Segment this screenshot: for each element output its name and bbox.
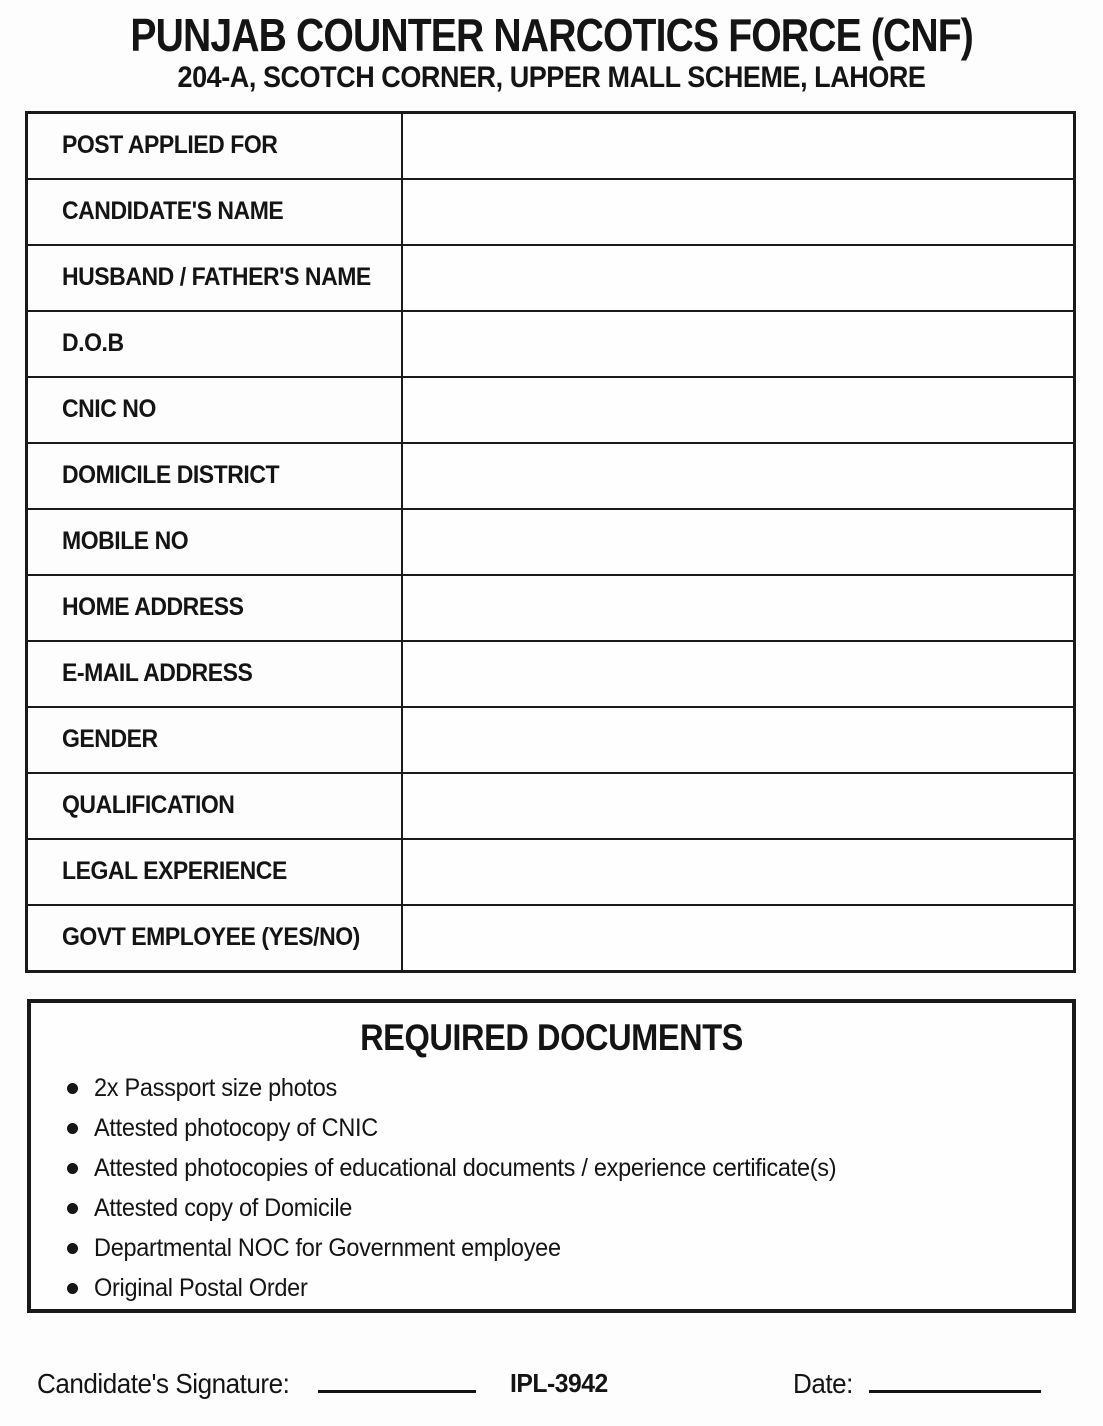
legal-experience-field[interactable] bbox=[402, 839, 1075, 905]
required-documents-box bbox=[27, 999, 1076, 1313]
table-row bbox=[27, 179, 1075, 245]
table-row bbox=[27, 509, 1075, 575]
field-label: LEGAL EXPERIENCE bbox=[27, 839, 403, 905]
field-label: QUALIFICATION bbox=[27, 773, 403, 839]
field-label: D.O.B bbox=[27, 311, 403, 377]
list-item: Attested photocopies of educational documents / experience certificate(s) bbox=[31, 1149, 1072, 1189]
dob-field[interactable] bbox=[402, 311, 1075, 377]
field-label: HOME ADDRESS bbox=[27, 575, 403, 641]
gender-field[interactable] bbox=[402, 707, 1075, 773]
field-label: CANDIDATE'S NAME bbox=[27, 179, 403, 245]
list-item: Attested photocopy of CNIC bbox=[31, 1109, 1072, 1149]
email-address-field[interactable] bbox=[402, 641, 1075, 707]
form-footer bbox=[0, 1356, 1103, 1416]
bullet-icon bbox=[67, 1283, 78, 1294]
signature-label: Candidate's Signature: bbox=[37, 1368, 290, 1399]
signature-line[interactable] bbox=[318, 1364, 476, 1393]
field-label: POST APPLIED FOR bbox=[27, 112, 403, 179]
field-label: E-MAIL ADDRESS bbox=[27, 641, 403, 707]
table-row bbox=[27, 112, 1075, 179]
table-row bbox=[27, 707, 1075, 773]
table-row bbox=[27, 839, 1075, 905]
date-line[interactable] bbox=[869, 1364, 1041, 1393]
table-row bbox=[27, 377, 1075, 443]
field-label: DOMICILE DISTRICT bbox=[27, 443, 403, 509]
required-documents-title: REQUIRED DOCUMENTS bbox=[360, 1016, 743, 1058]
husband-fathers-name-field[interactable] bbox=[402, 245, 1075, 311]
mobile-no-field[interactable] bbox=[402, 509, 1075, 575]
home-address-field[interactable] bbox=[402, 575, 1075, 641]
field-label: GOVT EMPLOYEE (YES/NO) bbox=[27, 905, 403, 972]
table-row bbox=[27, 773, 1075, 839]
page-subtitle: 204-A, SCOTCH CORNER, UPPER MALL SCHEME, LAHORE bbox=[177, 60, 926, 94]
applicant-details-table bbox=[25, 111, 1076, 973]
list-item: Original Postal Order bbox=[31, 1269, 1072, 1309]
table-row bbox=[27, 905, 1075, 972]
bullet-icon bbox=[67, 1203, 78, 1214]
form-header bbox=[0, 0, 1103, 94]
field-label: CNIC NO bbox=[27, 377, 403, 443]
page-title: PUNJAB COUNTER NARCOTICS FORCE (CNF) bbox=[130, 9, 973, 61]
date-group bbox=[793, 1364, 1041, 1400]
required-documents-list bbox=[31, 1069, 1072, 1309]
table-row bbox=[27, 641, 1075, 707]
candidates-name-field[interactable] bbox=[402, 179, 1075, 245]
table-row bbox=[27, 311, 1075, 377]
table-row bbox=[27, 575, 1075, 641]
bullet-icon bbox=[67, 1123, 78, 1134]
bullet-icon bbox=[67, 1163, 78, 1174]
govt-employee-field[interactable] bbox=[402, 905, 1075, 972]
list-item: 2x Passport size photos bbox=[31, 1069, 1072, 1109]
field-label: GENDER bbox=[27, 707, 403, 773]
table-row bbox=[27, 443, 1075, 509]
post-applied-for-field[interactable] bbox=[402, 112, 1075, 179]
date-label: Date: bbox=[793, 1368, 853, 1399]
domicile-district-field[interactable] bbox=[402, 443, 1075, 509]
bullet-icon bbox=[67, 1083, 78, 1094]
required-documents-header bbox=[31, 1003, 1072, 1059]
reference-code: IPL-3942 bbox=[510, 1368, 608, 1398]
list-item: Attested copy of Domicile bbox=[31, 1189, 1072, 1229]
list-item: Departmental NOC for Government employee bbox=[31, 1229, 1072, 1269]
signature-group bbox=[37, 1364, 476, 1400]
cnic-no-field[interactable] bbox=[402, 377, 1075, 443]
field-label: HUSBAND / FATHER'S NAME bbox=[27, 245, 403, 311]
field-label: MOBILE NO bbox=[27, 509, 403, 575]
qualification-field[interactable] bbox=[402, 773, 1075, 839]
bullet-icon bbox=[67, 1243, 78, 1254]
table-row bbox=[27, 245, 1075, 311]
